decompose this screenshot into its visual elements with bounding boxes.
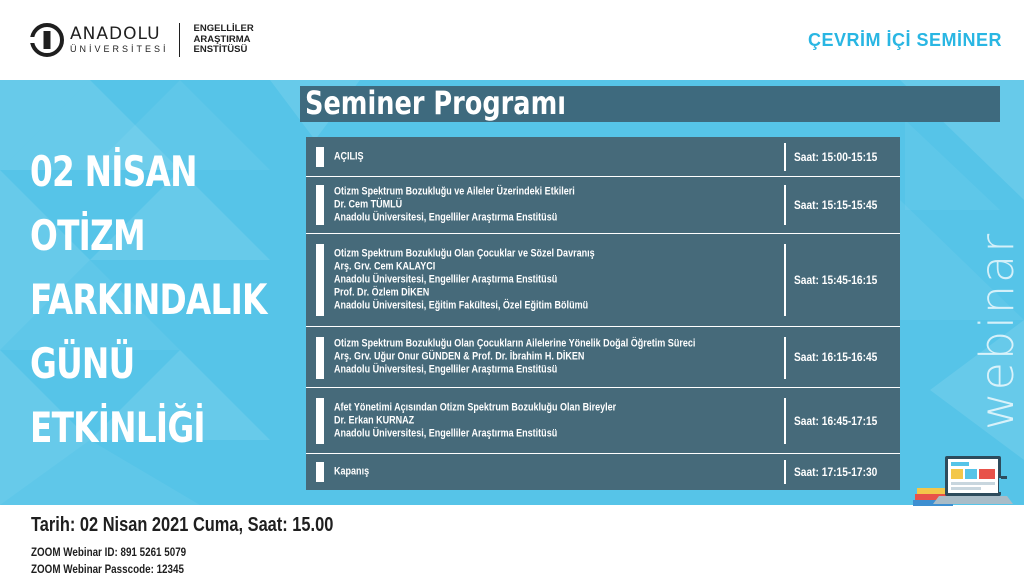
row-marker <box>316 337 324 379</box>
schedule-row <box>306 327 900 388</box>
event-title <box>30 140 320 460</box>
row-marker <box>316 462 324 482</box>
program-title: Seminer Programı <box>305 84 567 122</box>
session-line: Arş. Grv. Cem KALAYCI <box>334 260 436 273</box>
session-time: Saat: 16:15-16:45 <box>794 350 878 364</box>
session-time: Saat: 15:15-15:45 <box>794 198 878 212</box>
schedule-row <box>306 177 900 234</box>
session-line: Dr. Erkan KURNAZ <box>334 414 415 426</box>
webinar-watermark: webinar <box>970 231 1024 430</box>
session-line: Otizm Spektrum Bozukluğu ve Aileler Üzerindeki Etkileri <box>334 185 575 198</box>
session-line: Anadolu Üniversitesi, Engelliler Araştırma Enstitüsü <box>334 427 558 439</box>
session-line: Otizm Spektrum Bozukluğu Olan Çocukların Ailelerine Yönelik Doğal Öğretim Süreci <box>334 337 696 350</box>
row-marker <box>316 185 324 225</box>
university-logo <box>30 20 254 60</box>
session-info <box>334 248 652 313</box>
logo-subtitle: ÜNİVERSİTESİ <box>70 44 169 54</box>
session-info <box>334 186 628 225</box>
schedule-row <box>306 454 900 490</box>
institute-line: ARAŞTIRMA <box>193 33 251 45</box>
session-line: Dr. Cem TÜMLÜ <box>334 198 403 211</box>
session-line: Anadolu Üniversitesi, Eğitim Fakültesi, Özel Eğitim Bölümü <box>334 299 589 312</box>
row-separator <box>784 185 786 225</box>
logo-divider <box>179 23 180 57</box>
session-line: Prof. Dr. Özlem DİKEN <box>334 286 430 299</box>
anadolu-logo-icon <box>30 23 64 57</box>
session-line: Anadolu Üniversitesi, Engelliler Araştırma Enstitüsü <box>334 211 558 224</box>
institute-line: ENSTİTÜSÜ <box>193 44 248 56</box>
row-separator <box>784 337 786 379</box>
schedule-row <box>306 137 900 177</box>
logo-wordmark <box>70 25 169 55</box>
row-separator <box>784 398 786 444</box>
row-separator <box>784 143 786 171</box>
session-line: Kapanış <box>334 465 370 478</box>
session-info <box>334 150 370 163</box>
session-time: Saat: 17:15-17:30 <box>794 465 878 479</box>
session-time: Saat: 15:00-15:15 <box>794 149 878 164</box>
row-marker <box>316 244 324 316</box>
header <box>0 0 1024 80</box>
session-info <box>334 466 377 479</box>
session-line: Anadolu Üniversitesi, Engelliler Araştırma Enstitüsü <box>334 363 558 376</box>
title-line: GÜNÜ <box>30 339 135 388</box>
session-line: Arş. Grv. Uğur Onur GÜNDEN & Prof. Dr. İbrahim H. DİKEN <box>334 350 585 363</box>
title-line: ETKİNLİĞİ <box>30 403 205 452</box>
session-info <box>334 401 678 440</box>
title-line: 02 NİSAN <box>30 147 197 196</box>
event-date-time: Tarih: 02 Nisan 2021 Cuma, Saat: 15.00 <box>31 514 334 536</box>
title-line: OTİZM <box>30 211 145 260</box>
session-line: AÇILIŞ <box>334 150 364 162</box>
zoom-webinar-id: ZOOM Webinar ID: 891 5261 5079 <box>31 545 187 559</box>
session-time: Saat: 16:45-17:15 <box>794 413 878 428</box>
session-line: Afet Yönetimi Açısından Otizm Spektrum Bozukluğu Olan Bireyler <box>334 401 617 413</box>
schedule-row <box>306 234 900 327</box>
row-separator <box>784 460 786 484</box>
session-line: Anadolu Üniversitesi, Engelliler Araştırma Enstitüsü <box>334 273 558 286</box>
row-separator <box>784 244 786 316</box>
zoom-webinar-passcode: ZOOM Webinar Passcode: 12345 <box>31 562 184 576</box>
session-time: Saat: 15:45-16:15 <box>794 273 878 287</box>
session-info <box>334 338 775 377</box>
row-marker <box>316 147 324 167</box>
online-seminar-label: ÇEVRİM İÇİ SEMİNER <box>807 30 1002 50</box>
title-line: FARKINDALIK <box>30 275 267 324</box>
laptop-books-illustration <box>905 450 1017 508</box>
logo-name: ANADOLU <box>70 24 161 44</box>
schedule-row <box>306 388 900 454</box>
schedule-table <box>306 137 900 490</box>
session-line: Otizm Spektrum Bozukluğu Olan Çocuklar ve Sözel Davranış <box>334 247 595 260</box>
institute-name <box>194 24 254 56</box>
institute-line: ENGELLİLER <box>193 23 254 35</box>
row-marker <box>316 398 324 444</box>
